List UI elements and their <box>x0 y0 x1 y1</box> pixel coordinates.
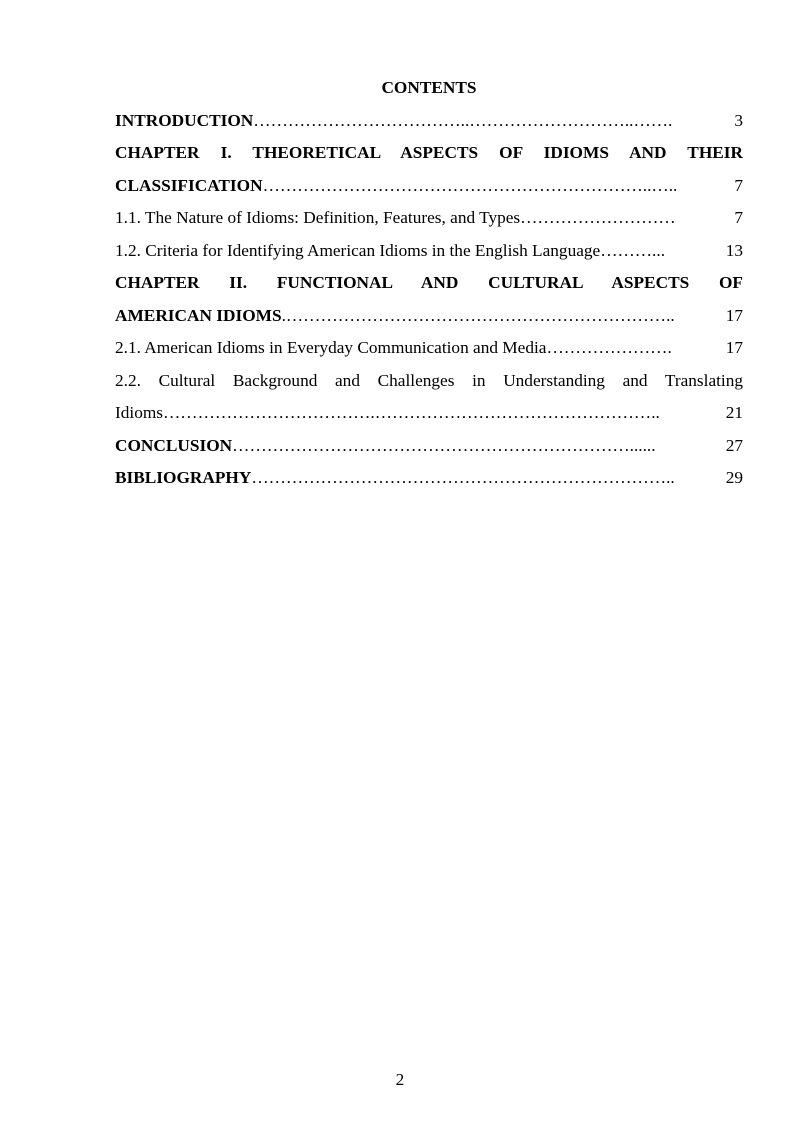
toc-entry-label: CONCLUSION <box>115 435 233 455</box>
toc-entry-label: CLASSIFICATION <box>115 175 263 195</box>
toc-entry-introduction <box>115 105 743 138</box>
page-number: 2 <box>395 1070 405 1089</box>
toc-entry-chapter-1 <box>115 170 743 203</box>
toc-leader-dots: ……………………………….………………………………………….. <box>163 403 660 422</box>
toc-leader-dots: ………... <box>600 240 666 260</box>
toc-leader-dots: …………………………………………………………..….. <box>262 175 678 195</box>
toc-leader-dots: .………………………………………………………….. <box>281 305 675 325</box>
toc-leader-dots: ……………………………………………………………….. <box>251 468 675 487</box>
toc-entry-2-2 <box>115 397 743 430</box>
toc-entry-bibliography <box>115 462 743 495</box>
toc-entry-2-2-heading: 2.2. Cultural Background and Challenges in Understanding and Translating <box>115 370 743 390</box>
toc-entry-chapter-1-heading: CHAPTER I. THEORETICAL ASPECTS OF IDIOMS AND THEIR <box>115 143 743 162</box>
toc-entry-page: 7 <box>734 175 743 195</box>
toc-entry-label: 2.1. American Idioms in Everyday Communication and Media <box>115 338 547 357</box>
toc-entry-page: 17 <box>725 338 743 357</box>
toc-leader-dots: …………………. <box>546 338 672 357</box>
toc-entry-page: 29 <box>725 468 743 487</box>
toc-entry-conclusion <box>115 430 743 463</box>
toc-leader-dots: ……………………………………………………………...... <box>232 435 656 455</box>
toc-entry-1-1 <box>115 202 743 235</box>
toc-entry-label: BIBLIOGRAPHY <box>115 468 252 487</box>
toc-entry-label: 1.2. Criteria for Identifying American Idioms in the English Language <box>115 240 601 260</box>
toc-entry-page: 27 <box>725 435 743 455</box>
toc-entry-page: 21 <box>725 403 743 422</box>
toc-entry-page: 7 <box>734 208 743 227</box>
toc-leader-dots: ……………………… <box>520 208 676 227</box>
toc-entry-1-2 <box>115 235 743 268</box>
toc-entry-chapter-2-heading: CHAPTER II. FUNCTIONAL AND CULTURAL ASPECTS OF <box>115 273 743 292</box>
toc-entry-label: INTRODUCTION <box>115 110 254 130</box>
toc-title: CONTENTS <box>381 78 477 97</box>
toc-entry-label: AMERICAN IDIOMS <box>115 305 282 325</box>
toc-entry-label: 1.1. The Nature of Idioms: Definition, Features, and Types <box>115 208 521 227</box>
toc-entry-label: Idioms <box>115 403 164 422</box>
toc-entry-page: 17 <box>725 305 743 325</box>
toc-leader-dots: ………………………………..………………………..……. <box>253 110 673 130</box>
toc-entry-chapter-2 <box>115 300 743 333</box>
toc-entry-page: 3 <box>734 110 743 130</box>
toc-entry-page: 13 <box>725 240 743 260</box>
toc-entry-2-1 <box>115 332 743 365</box>
table-of-contents <box>115 72 743 495</box>
